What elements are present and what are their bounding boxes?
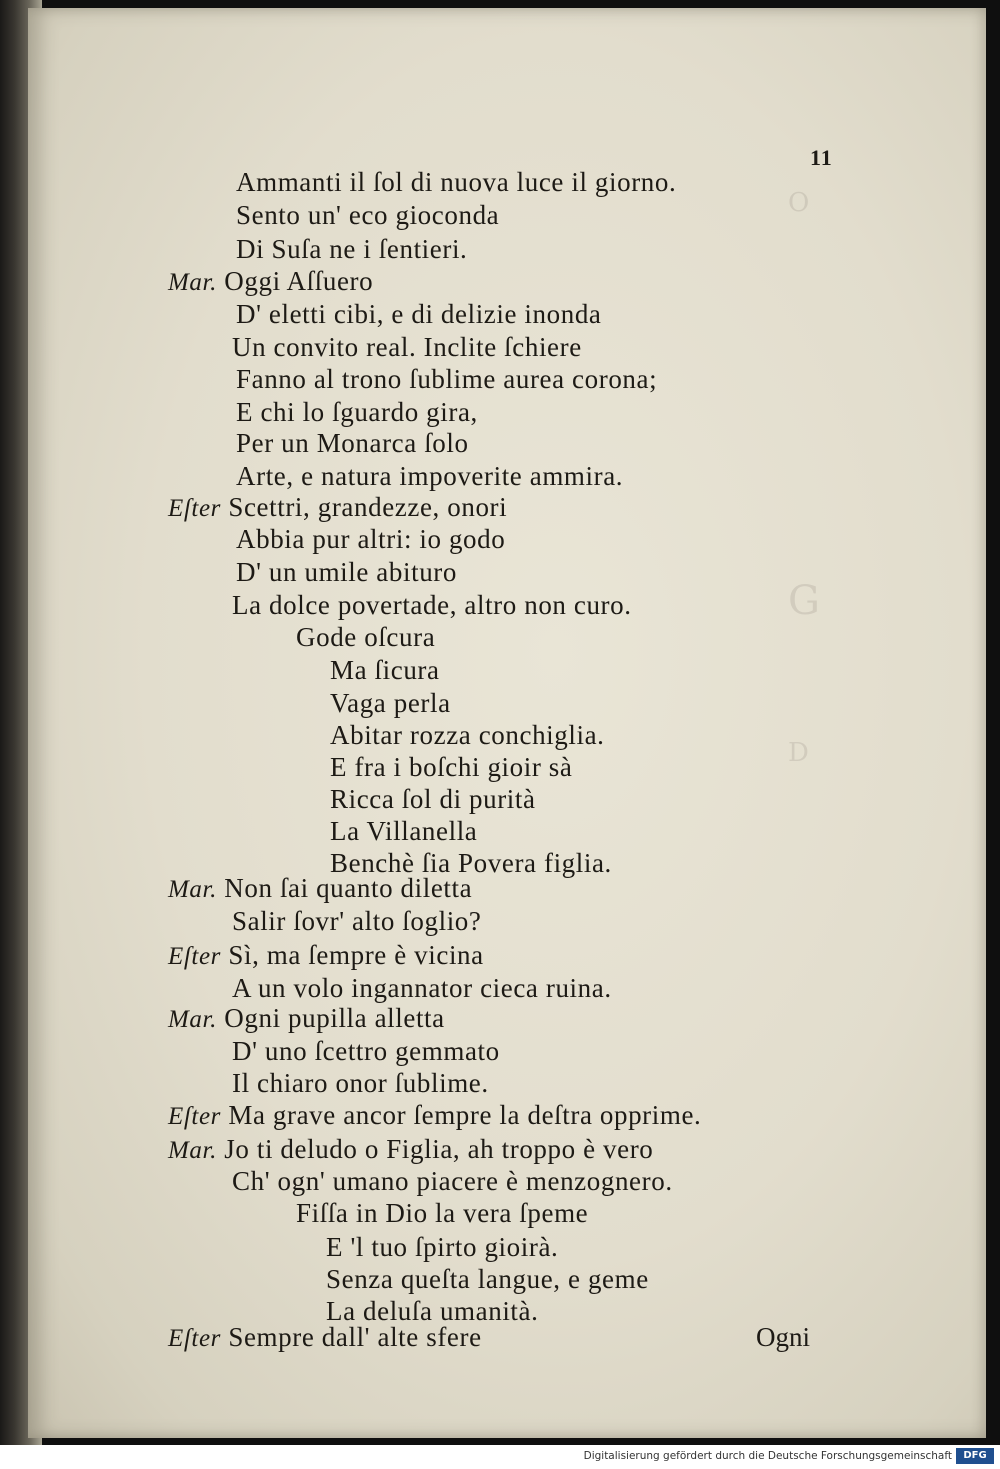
- verse-line: [330, 655, 440, 686]
- verse-line: [236, 234, 467, 265]
- verse-line: [236, 299, 602, 330]
- verse-line: [168, 873, 472, 904]
- verse-text: Sento un' eco gioconda: [236, 200, 500, 230]
- verse-text: La Villanella: [330, 816, 478, 846]
- verse-text: Il chiaro onor ſublime.: [232, 1068, 489, 1098]
- verse-line: [330, 816, 477, 847]
- verse-text: Ma ſicura: [330, 655, 440, 685]
- verse-text: Jo ti deludo o Figlia, ah troppo è vero: [224, 1134, 654, 1164]
- verse-text: Di Suſa ne i ſentieri.: [236, 234, 468, 264]
- speaker-label: Eſter: [168, 1325, 221, 1352]
- verse-line: [168, 492, 507, 523]
- speaker-label: Eſter: [168, 943, 221, 970]
- verse-line: [330, 688, 451, 719]
- verse-text: La dolce povertade, altro non curo.: [232, 590, 632, 620]
- verse-text: Senza queſta langue, e geme: [326, 1264, 649, 1294]
- verse-text: A un volo ingannator cieca ruina.: [232, 973, 612, 1003]
- verse-text: Non ſai quanto diletta: [224, 873, 473, 903]
- bleed-through-text: D: [788, 738, 811, 768]
- verse-line: [232, 332, 582, 363]
- verse-line: [236, 461, 623, 492]
- verse-text: Sì, ma ſempre è vicina: [228, 940, 484, 970]
- verse-line: [236, 524, 505, 555]
- verse-line: [168, 940, 484, 971]
- verse-line: [330, 752, 572, 783]
- verse-text: La deluſa umanità.: [326, 1296, 539, 1326]
- verse-line: [236, 200, 499, 231]
- verse-line: [236, 364, 657, 395]
- speaker-label: Eſter: [168, 1103, 221, 1130]
- verse-text: Gode oſcura: [296, 622, 436, 652]
- verse-text: Fanno al trono ſublime aurea corona;: [236, 364, 658, 394]
- verse-text: Sempre dall' alte sfere: [228, 1322, 482, 1352]
- verse-text: Vaga perla: [330, 688, 451, 718]
- dfg-logo: DFG: [956, 1448, 994, 1464]
- verse-line: [232, 1036, 500, 1067]
- verse-line: [326, 1264, 649, 1295]
- speaker-label: Eſter: [168, 495, 221, 522]
- speaker-label: Mar.: [168, 876, 217, 903]
- verse-text: Salir ſovr' alto ſoglio?: [232, 906, 482, 936]
- verse-text: D' uno ſcettro gemmato: [232, 1036, 500, 1066]
- verse-text: Arte, e natura impoverite ammira.: [236, 461, 624, 491]
- verse-text: Un convito real. Inclite ſchiere: [232, 332, 582, 362]
- verse-text: Ma grave ancor ſempre la deſtra opprime.: [228, 1100, 702, 1130]
- verse-line: [296, 1198, 588, 1229]
- verse-text: Oggi Aſſuero: [224, 266, 374, 296]
- bleed-through-text: O: [788, 188, 812, 218]
- verse-text: E fra i boſchi gioir sà: [330, 752, 573, 782]
- verse-line: [168, 266, 373, 297]
- bleed-through-text: G: [788, 578, 822, 624]
- verse-text: Scettri, grandezze, onori: [228, 492, 508, 522]
- verse-line: [296, 622, 435, 653]
- verse-text: Abitar rozza conchiglia.: [330, 720, 605, 750]
- digitization-footer: [0, 1445, 1000, 1469]
- verse-text: Ch' ogn' umano piacere è menzognero.: [232, 1166, 673, 1196]
- verse-line: [236, 557, 457, 588]
- verse-line: [236, 167, 676, 198]
- verse-line: [168, 1003, 445, 1034]
- verse-text: Fiſſa in Dio la vera ſpeme: [296, 1198, 589, 1228]
- verse-line: [236, 397, 478, 428]
- page-number: 11: [810, 145, 833, 170]
- verse-text: Ricca ſol di purità: [330, 784, 536, 814]
- verse-text: E 'l tuo ſpirto gioirà.: [326, 1232, 559, 1262]
- verse-line: [236, 428, 469, 459]
- speaker-label: Mar.: [168, 1006, 217, 1033]
- speaker-label: Mar.: [168, 269, 217, 296]
- speaker-label: Mar.: [168, 1137, 217, 1164]
- verse-line: [232, 1068, 489, 1099]
- verse-line: [168, 1134, 653, 1165]
- verse-line: [168, 1322, 482, 1353]
- verse-text: Ogni pupilla alletta: [224, 1003, 445, 1033]
- verse-line: [326, 1232, 558, 1263]
- verse-line: [168, 1100, 701, 1131]
- verse-line: [330, 720, 605, 751]
- verse-line: [232, 973, 612, 1004]
- verse-line: [330, 784, 536, 815]
- verse-text: Benchè ſia Povera figlia.: [330, 848, 612, 878]
- verse-line: [232, 590, 632, 621]
- verse-text: E chi lo ſguardo gira,: [236, 397, 478, 427]
- verse-line: [232, 906, 481, 937]
- footer-credit: Digitalisierung gefördert durch die Deutsche Forschungsgemeinschaft: [583, 1450, 952, 1462]
- verse-text: D' un umile abituro: [236, 557, 457, 587]
- verse-line: [232, 1166, 673, 1197]
- verse-text: Per un Monarca ſolo: [236, 428, 469, 458]
- catchword: Ogni: [756, 1322, 810, 1352]
- verse-text: Ammanti il ſol di nuova luce il giorno.: [236, 167, 677, 197]
- verse-text: Abbia pur altri: io godo: [236, 524, 506, 554]
- verse-text: D' eletti cibi, e di delizie inonda: [236, 299, 602, 329]
